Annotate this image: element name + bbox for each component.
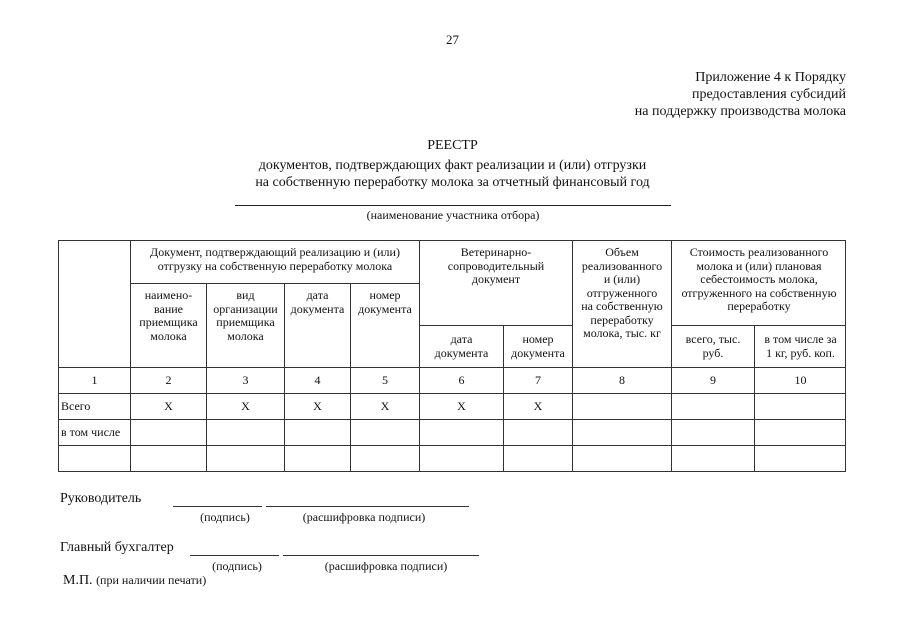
head-signature-line <box>173 506 262 507</box>
header-cost-total: всего, тыс. руб. <box>685 332 741 360</box>
row-total-mark-4: Х <box>313 399 322 413</box>
row-total-mark-2: Х <box>164 399 173 413</box>
column-number-5: 5 <box>382 373 388 387</box>
column-number-9: 9 <box>710 373 716 387</box>
row-total-label: Всего <box>61 399 91 413</box>
row-including-label: в том числе <box>61 425 121 439</box>
head-signature-caption: (подпись) <box>200 510 250 524</box>
head-label: Руководитель <box>60 491 142 506</box>
header-vet-number: номер документа <box>511 332 565 360</box>
participant-caption: (наименование участника отбора) <box>366 208 540 222</box>
column-number-1: 1 <box>91 373 98 387</box>
accountant-decode-line <box>283 555 479 556</box>
subtitle-line-2: на собственную переработку молока за отчетный финансовый год <box>255 175 650 190</box>
accountant-signature-line <box>190 555 279 556</box>
accountant-label: Главный бухгалтер <box>60 540 174 555</box>
column-number-8: 8 <box>619 373 625 387</box>
row-total-mark-6: Х <box>457 399 466 413</box>
header-vet-date: дата документа <box>434 332 489 360</box>
head-decode-caption: (расшифровка подписи) <box>302 510 426 524</box>
appendix-line-1: Приложение 4 к Порядку <box>695 70 846 85</box>
column-number-10: 10 <box>794 373 807 387</box>
row-total-mark-7: Х <box>533 399 543 413</box>
appendix-line-3: на поддержку производства молока <box>634 104 846 119</box>
accountant-decode-caption: (расшифровка подписи) <box>324 559 448 573</box>
row-total-mark-5: Х <box>380 399 390 413</box>
head-decode-line <box>266 506 469 507</box>
header-vet-group: Ветеринарно- сопроводительный документ <box>447 245 545 286</box>
header-cost-per-kg: в том числе за 1 кг, руб. коп. <box>764 332 837 360</box>
header-document-group: Документ, подтверждающий реализацию и (или) отгрузку на собственную переработку молока <box>150 245 400 273</box>
column-number-4: 4 <box>314 373 321 387</box>
page-number: 27 <box>446 32 459 47</box>
document-heading: РЕЕСТР <box>427 138 478 153</box>
subtitle-line-1: документов, подтверждающих факт реализации и (или) отгрузки <box>258 158 647 173</box>
column-number-2: 2 <box>165 373 172 387</box>
seal-abbr: М.П. <box>63 573 93 588</box>
appendix-line-2: предоставления субсидий <box>691 87 846 102</box>
header-volume: Объем реализованного и (или) отгруженного на собственную переработку молока, тыс. кг <box>581 245 663 340</box>
header-receiver-kind: вид организации приемщика молока <box>213 288 278 343</box>
header-document-number: номер документа <box>358 288 412 316</box>
header-cost-group: Стоимость реализованного молока и (или) плановая себестоимость молока, отгруженного на собственную переработку <box>681 245 837 313</box>
header-document-date: дата документа <box>290 288 345 316</box>
column-number-7: 7 <box>535 373 541 387</box>
seal-note: (при наличии печати) <box>96 573 207 587</box>
accountant-signature-caption: (подпись) <box>212 559 262 573</box>
column-number-3: 3 <box>242 373 249 387</box>
seal-label <box>63 573 206 589</box>
column-number-6: 6 <box>458 373 465 387</box>
row-total-mark-3: Х <box>241 399 250 413</box>
header-receiver-name: наимено- вание приемщика молока <box>139 288 198 343</box>
